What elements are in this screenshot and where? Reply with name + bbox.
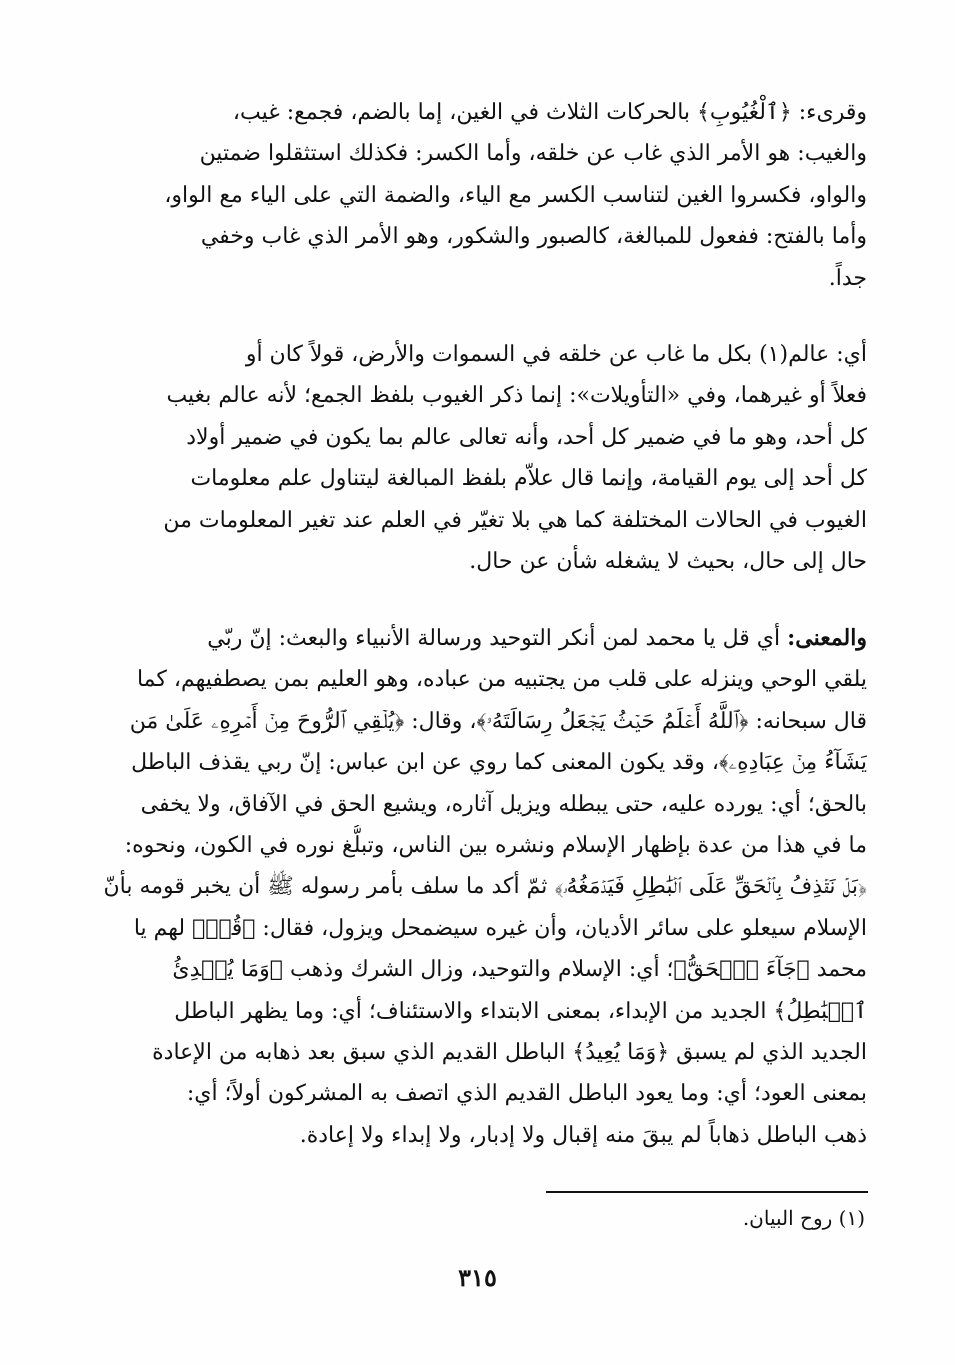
footnote: (١) روح البيان. <box>742 1206 865 1230</box>
text-line: ﴿بَلۡ نَقۡذِفُ بِٱلۡحَقِّ عَلَى ٱلۡبَٰطِلِ فَيَدۡمَغُهُۥ﴾ ثمّ أكد ما سلف بأمر رسوله ﷺ أن يخبر قومه بأنّ <box>103 874 867 900</box>
text-line: حال إلى حال، بحيث لا يشغله شأن عن حال. <box>469 549 867 575</box>
text-line: ما في هذا من عدة بإظهار الإسلام ونشره بين الناس، وتبلُّغ نوره في الكون، ونحوه: <box>124 833 867 859</box>
text-line: والواو، فكسروا الغين لتناسب الكسر مع الياء، والضمة التي على الياء مع الواو، <box>164 182 867 208</box>
text-line: جداً. <box>828 265 867 291</box>
text-line: الإسلام سيعلو على سائر الأديان، وأن غيره سيضمحل ويزول، فقال: ﴿قُلۡ﴾ لهم يا <box>133 915 867 941</box>
text-line: الجديد الذي لم يسبق ﴿وَمَا يُعِيدُ﴾ الباطل القديم الذي سبق بعد ذهابه من الإعادة <box>152 1040 867 1066</box>
text-line: قال سبحانه: ﴿ٱللَّهُ أَعۡلَمُ حَيۡثُ يَجۡعَلُ رِسَالَتَهُۥ﴾، وقال: ﴿يُلۡقِي ٱلرُّوحَ مِنۡ أَمۡرِهِۦ عَلَىٰ مَن <box>129 708 867 734</box>
text-line: ذهب الباطل ذهاباً لم يبقَ منه إقبال ولا إدبار، ولا إبداء ولا إعادة. <box>299 1122 867 1148</box>
text-line: كل أحد إلى يوم القيامة، وإنما قال علاّم بلفظ المبالغة ليتناول علم معلومات <box>190 466 867 492</box>
text-line: وأما بالفتح: ففعول للمبالغة، كالصبور والشكور، وهو الأمر الذي غاب وخفي <box>200 224 867 250</box>
text-line: ٱلۡبَٰطِلُ﴾ الجديد من الإبداء، بمعنى الابتداء والاستئناف؛ أي: وما يظهر الباطل <box>174 998 867 1024</box>
text-line: الغيوب في الحالات المختلفة كما هي بلا تغيّر في العلم عند تغير المعلومات من <box>163 507 867 533</box>
text-line: يلقي الوحي وينزله على قلب من يجتبيه من عباده، وهو العليم بمن يصطفيهم، كما <box>136 667 867 693</box>
text-run: أي قل يا محمد لمن أنكر التوحيد ورسالة الأنبياء والبعث: إنّ ربّي <box>207 626 788 651</box>
text-line: يَشَآءُ مِنۡ عِبَادِهِۦ﴾، وقد يكون المعنى كما روي عن ابن عباس: إنّ ربي يقذف الباطل <box>131 750 867 776</box>
text-line <box>95 618 867 659</box>
paragraph-3 <box>95 618 867 1156</box>
text-line: محمد ﴿جَآءَ ٱلۡحَقُّ﴾؛ أي: الإسلام والتوحيد، وزال الشرك وذهب ﴿وَمَا يُبۡدِئُ <box>172 957 867 983</box>
text-line: بمعنى العود؛ أي: وما يعود الباطل القديم الذي اتصف به المشركون أولاً؛ أي: <box>186 1081 867 1107</box>
page-number: ٣١٥ <box>458 1263 497 1292</box>
text-line: أي: عالم(١) بكل ما غاب عن خلقه في السموات والأرض، قولاً كان أو <box>245 342 867 367</box>
text-line: بالحق؛ أي: يورده عليه، حتى يبطله ويزيل آثاره، ويشيع الحق في الآفاق، ولا يخفى <box>140 791 867 817</box>
text-line: وقرىء: ﴿ٱلْغُيُوبِ﴾ بالحركات الثلاث في الغين، إما بالضم، فجمع: غيب، <box>232 100 867 125</box>
text-line: والغيب: هو الأمر الذي غاب عن خلقه، وأما الكسر: فكذلك استثقلوا ضمتين <box>199 141 867 167</box>
paragraph-1 <box>95 92 867 299</box>
text-line: فعلاً أو غيرهما، وفي «التأويلات»: إنما ذكر الغيوب بلفظ الجمع؛ لأنه عالم بغيب <box>166 383 867 409</box>
paragraph-2 <box>95 334 867 582</box>
footnote-divider <box>546 1191 868 1193</box>
paragraph-lead: والمعنى: <box>787 625 867 651</box>
text-line: كل أحد، وهو ما في ضمير كل أحد، وأنه تعالى عالم بما يكون في ضمير أولاد <box>186 424 867 450</box>
